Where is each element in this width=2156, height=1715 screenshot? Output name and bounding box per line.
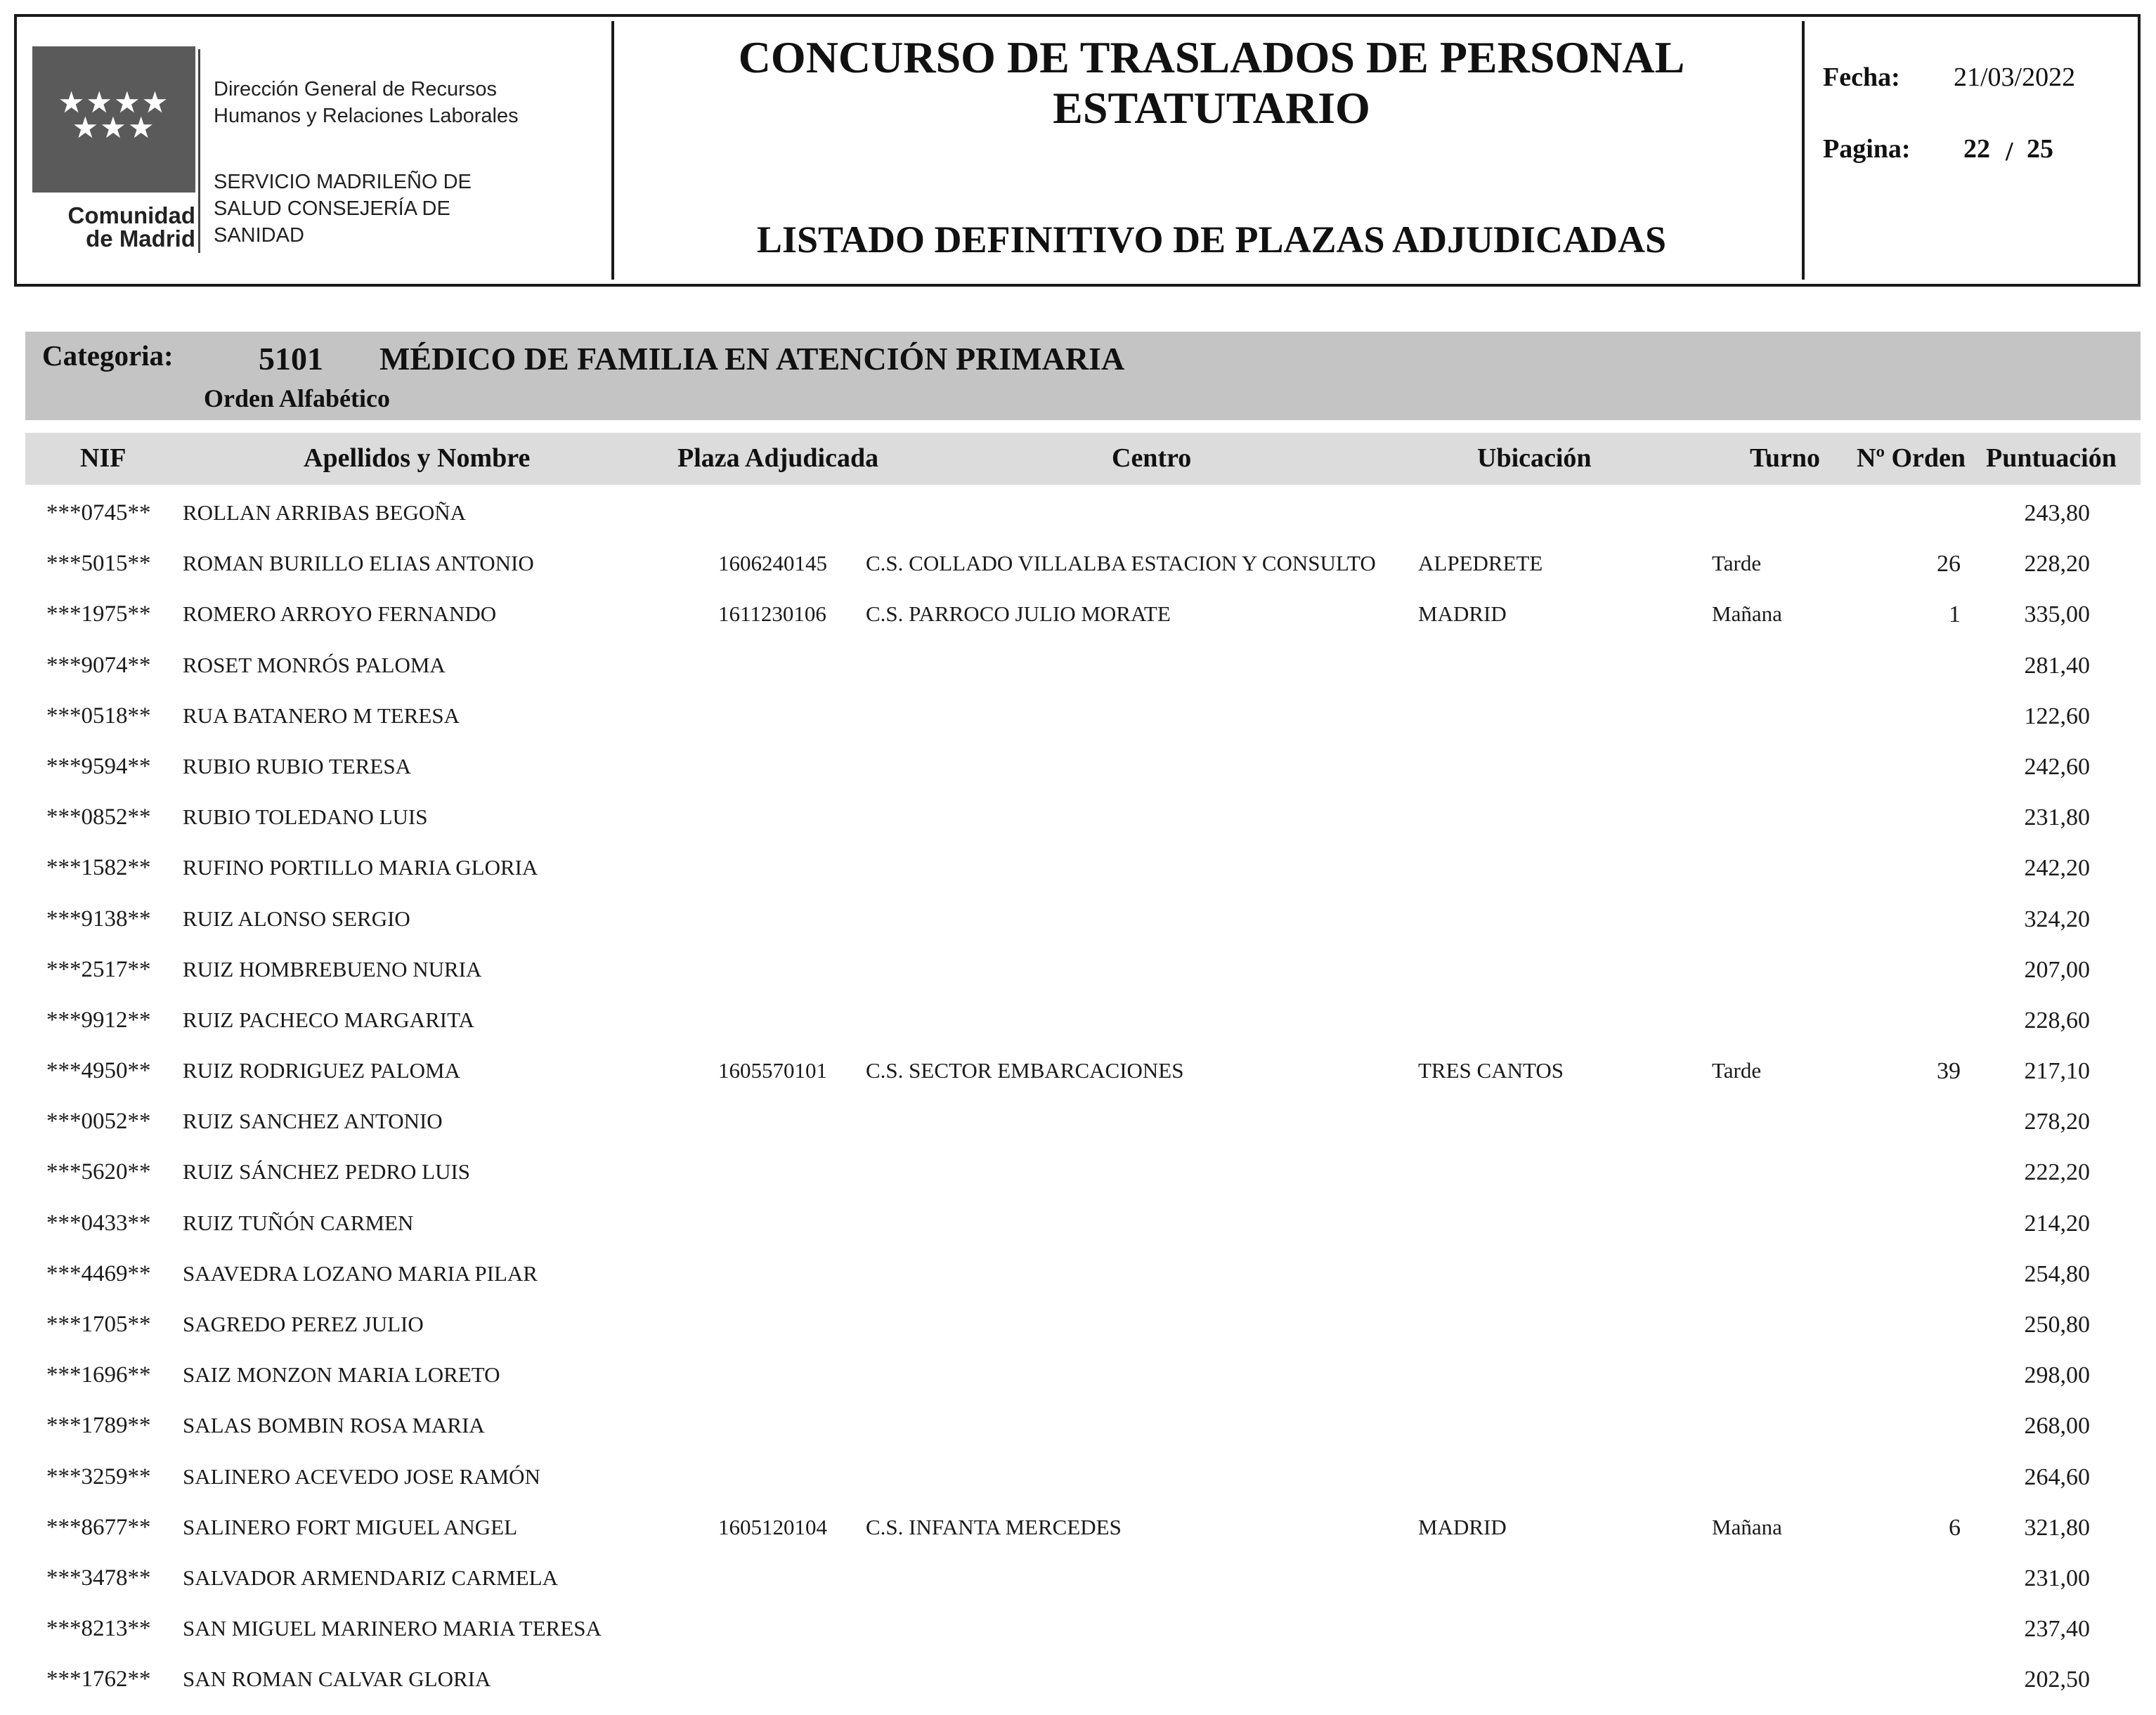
table-row: [0, 700, 2156, 751]
puntuacion-cell: 231,80: [2024, 804, 2090, 831]
name-cell: SAAVEDRA LOZANO MARIA PILAR: [183, 1260, 538, 1286]
table-row: [0, 852, 2156, 903]
nif-cell: ***5620**: [46, 1159, 151, 1185]
name-cell: RUIZ HOMBREBUENO NURIA: [183, 956, 482, 982]
turno-cell: Mañana: [1712, 1514, 1782, 1539]
ubicacion-cell: MADRID: [1418, 601, 1507, 627]
name-cell: ROSET MONRÓS PALOMA: [183, 652, 446, 677]
nif-cell: ***8213**: [46, 1616, 151, 1642]
table-row: [0, 1106, 2156, 1156]
logo-divider: [198, 49, 200, 253]
column-header-turno: Turno: [1750, 443, 1820, 473]
puntuacion-cell: 222,20: [2024, 1159, 2090, 1186]
name-cell: RUIZ RODRIGUEZ PALOMA: [183, 1058, 460, 1083]
nif-cell: ***1762**: [46, 1667, 151, 1693]
name-cell: SALINERO ACEVEDO JOSE RAMÓN: [183, 1463, 540, 1489]
column-header-nif: NIF: [80, 443, 126, 473]
turno-cell: Mañana: [1712, 601, 1782, 627]
fecha-label: Fecha:: [1823, 63, 1900, 92]
puntuacion-cell: 228,20: [2024, 551, 2090, 578]
category-label: Categoria:: [42, 339, 174, 372]
name-cell: RUBIO TOLEDANO LUIS: [183, 804, 428, 830]
column-header-nombre: Apellidos y Nombre: [304, 443, 531, 473]
name-cell: RUIZ PACHECO MARGARITA: [183, 1007, 474, 1032]
nif-cell: ***9138**: [46, 906, 151, 932]
table-row: [0, 1359, 2156, 1410]
table-row: [0, 1208, 2156, 1258]
nif-cell: ***9912**: [46, 1007, 151, 1033]
nif-cell: ***3259**: [46, 1463, 151, 1489]
table-body: [0, 497, 2156, 1715]
table-row: [0, 548, 2156, 599]
plaza-cell: 1611230106: [718, 601, 826, 627]
category-band: [25, 332, 2141, 420]
table-header: [25, 433, 2141, 485]
table-row: [0, 904, 2156, 954]
turno-cell: Tarde: [1712, 551, 1762, 576]
table-row: [0, 1156, 2156, 1207]
orden-cell: 39: [1937, 1058, 1961, 1085]
puntuacion-cell: 242,60: [2024, 753, 2090, 780]
header-divider-right: [1802, 21, 1805, 280]
nif-cell: ***2517**: [46, 956, 151, 982]
nif-cell: ***0518**: [46, 703, 151, 729]
nif-cell: ***0433**: [46, 1210, 151, 1236]
name-cell: SAIZ MONZON MARIA LORETO: [183, 1362, 500, 1388]
document-header: [14, 14, 2141, 287]
logo-wordmark: [32, 204, 195, 250]
org-line-4: SALUD CONSEJERÍA DE: [214, 197, 450, 220]
name-cell: RUA BATANERO M TERESA: [183, 703, 460, 728]
centro-cell: C.S. COLLADO VILLALBA ESTACION Y CONSULTO: [866, 551, 1376, 576]
table-row: [0, 1613, 2156, 1664]
name-cell: ROLLAN ARRIBAS BEGOÑA: [183, 500, 467, 525]
nif-cell: ***1705**: [46, 1312, 151, 1337]
category-name: MÉDICO DE FAMILIA EN ATENCIÓN PRIMARIA: [379, 341, 1125, 377]
ubicacion-cell: MADRID: [1418, 1514, 1507, 1539]
table-row: [0, 1055, 2156, 1106]
table-row: [0, 1005, 2156, 1055]
nif-cell: ***0852**: [46, 804, 151, 830]
puntuacion-cell: 335,00: [2024, 601, 2090, 628]
puntuacion-cell: 207,00: [2024, 956, 2090, 983]
comunidad-de-madrid-logo: [32, 46, 195, 250]
puntuacion-cell: 202,50: [2024, 1667, 2090, 1693]
nif-cell: ***1789**: [46, 1413, 151, 1439]
table-row: [0, 751, 2156, 802]
centro-cell: C.S. PARROCO JULIO MORATE: [866, 601, 1171, 627]
puntuacion-cell: 243,80: [2024, 500, 2090, 526]
puntuacion-cell: 228,60: [2024, 1007, 2090, 1033]
centro-cell: C.S. SECTOR EMBARCACIONES: [866, 1058, 1184, 1083]
table-row: [0, 802, 2156, 852]
plaza-cell: 1605120104: [718, 1514, 827, 1539]
plaza-cell: 1606240145: [718, 551, 827, 576]
nif-cell: ***5015**: [46, 551, 151, 577]
table-row: [0, 1258, 2156, 1309]
table-row: [0, 1461, 2156, 1512]
nif-cell: ***8677**: [46, 1514, 151, 1540]
puntuacion-cell: 237,40: [2024, 1616, 2090, 1643]
pagina-label: Pagina:: [1823, 134, 1911, 164]
logo-text-line2: de Madrid: [86, 226, 195, 252]
nif-cell: ***9594**: [46, 753, 151, 779]
name-cell: RUIZ ALONSO SERGIO: [183, 906, 410, 931]
orden-cell: 26: [1937, 551, 1961, 578]
puntuacion-cell: 242,20: [2024, 855, 2090, 882]
table-row: [0, 1309, 2156, 1359]
stars-icon: ★★★★ ★★★: [58, 85, 170, 145]
column-header-puntuacion: Puntuación: [1986, 443, 2117, 473]
puntuacion-cell: 122,60: [2024, 703, 2090, 729]
fecha-value: 21/03/2022: [1954, 63, 2076, 92]
pagina-total: 25: [2027, 134, 2053, 164]
puntuacion-cell: 281,40: [2024, 652, 2090, 679]
org-line-2: Humanos y Relaciones Laborales: [214, 105, 519, 127]
name-cell: SAN MIGUEL MARINERO MARIA TERESA: [183, 1616, 602, 1641]
name-cell: ROMERO ARROYO FERNANDO: [183, 601, 497, 627]
name-cell: SAN ROMAN CALVAR GLORIA: [183, 1667, 491, 1692]
pagina-separator: /: [2006, 137, 2013, 167]
puntuacion-cell: 324,20: [2024, 906, 2090, 932]
table-row: [0, 1563, 2156, 1613]
nif-cell: ***4950**: [46, 1058, 151, 1084]
org-line-5: SANIDAD: [214, 224, 304, 247]
column-header-orden: Nº Orden: [1857, 443, 1966, 473]
orden-cell: 1: [1949, 601, 1961, 628]
name-cell: SALVADOR ARMENDARIZ CARMELA: [183, 1565, 558, 1590]
name-cell: RUIZ SANCHEZ ANTONIO: [183, 1109, 443, 1134]
nif-cell: ***0745**: [46, 500, 151, 526]
puntuacion-cell: 264,60: [2024, 1463, 2090, 1490]
name-cell: SAGREDO PEREZ JULIO: [183, 1312, 424, 1336]
ubicacion-cell: TRES CANTOS: [1418, 1058, 1564, 1083]
nif-cell: ***1582**: [46, 855, 151, 881]
puntuacion-cell: 214,20: [2024, 1210, 2090, 1237]
table-row: [0, 1664, 2156, 1714]
name-cell: RUIZ TUÑÓN CARMEN: [183, 1210, 414, 1235]
column-header-ubicacion: Ubicación: [1477, 443, 1592, 473]
puntuacion-cell: 298,00: [2024, 1362, 2090, 1389]
nif-cell: ***9074**: [46, 652, 151, 678]
table-row: [0, 599, 2156, 649]
name-cell: SALINERO FORT MIGUEL ANGEL: [183, 1514, 518, 1539]
pagina-current: 22: [1963, 134, 1990, 164]
name-cell: ROMAN BURILLO ELIAS ANTONIO: [183, 551, 534, 576]
column-header-plaza: Plaza Adjudicada: [677, 443, 879, 473]
name-cell: RUBIO RUBIO TERESA: [183, 753, 411, 778]
logo-text-line1: Comunidad: [67, 202, 195, 228]
centro-cell: C.S. INFANTA MERCEDES: [866, 1514, 1122, 1539]
table-row: [0, 1512, 2156, 1563]
table-row: [0, 954, 2156, 1005]
table-row: [0, 650, 2156, 700]
nif-cell: ***1696**: [46, 1362, 151, 1388]
name-cell: RUIZ SÁNCHEZ PEDRO LUIS: [183, 1159, 471, 1185]
org-line-3: SERVICIO MADRILEÑO DE: [214, 171, 472, 193]
document-subtitle: LISTADO DEFINITIVO DE PLAZAS ADJUDICADAS: [756, 219, 1667, 261]
logo-emblem: [32, 46, 195, 193]
org-line-1: Dirección General de Recursos: [214, 78, 497, 100]
category-code: 5101: [259, 341, 323, 377]
plaza-cell: 1605570101: [718, 1058, 827, 1083]
nif-cell: ***1975**: [46, 601, 151, 627]
orden-cell: 6: [1949, 1514, 1961, 1541]
puntuacion-cell: 250,80: [2024, 1312, 2090, 1338]
document-title-line1: CONCURSO DE TRASLADOS DE PERSONAL: [738, 32, 1685, 82]
name-cell: RUFINO PORTILLO MARIA GLORIA: [183, 855, 538, 880]
column-header-centro: Centro: [1112, 443, 1192, 473]
document-title-line2: ESTATUTARIO: [1053, 83, 1370, 133]
table-row: [0, 1410, 2156, 1461]
table-row: [0, 497, 2156, 548]
puntuacion-cell: 268,00: [2024, 1413, 2090, 1440]
puntuacion-cell: 278,20: [2024, 1109, 2090, 1135]
header-divider-left: [611, 21, 614, 280]
puntuacion-cell: 217,10: [2024, 1058, 2090, 1085]
category-order: Orden Alfabético: [204, 384, 390, 412]
puntuacion-cell: 254,80: [2024, 1260, 2090, 1287]
ubicacion-cell: ALPEDRETE: [1418, 551, 1543, 576]
nif-cell: ***4469**: [46, 1260, 151, 1286]
puntuacion-cell: 321,80: [2024, 1514, 2090, 1541]
name-cell: SALAS BOMBIN ROSA MARIA: [183, 1413, 485, 1438]
nif-cell: ***3478**: [46, 1565, 151, 1591]
puntuacion-cell: 231,00: [2024, 1565, 2090, 1591]
nif-cell: ***0052**: [46, 1109, 151, 1135]
turno-cell: Tarde: [1712, 1058, 1762, 1083]
